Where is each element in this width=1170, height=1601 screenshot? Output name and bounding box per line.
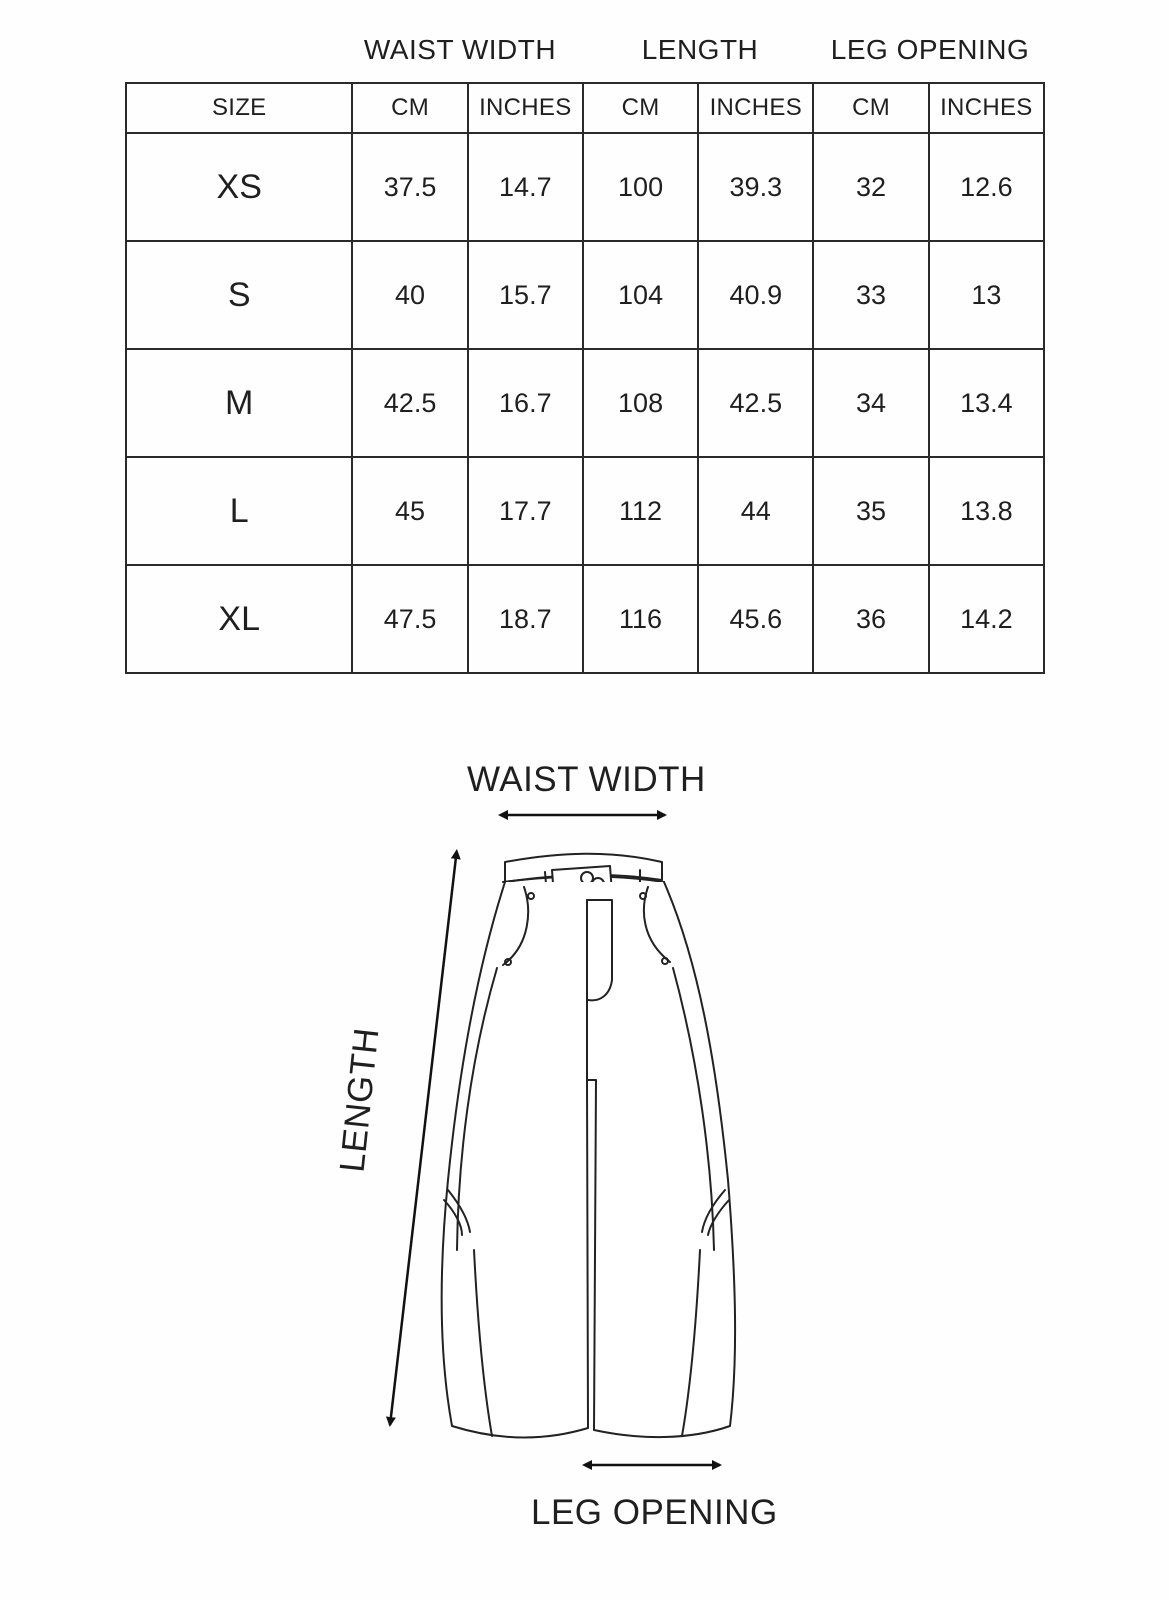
group-header-length: LENGTH	[641, 34, 759, 65]
length-cm-cell: 112	[583, 457, 698, 565]
length-label: LENGTH	[332, 1025, 387, 1175]
length-inches-cell: 42.5	[698, 349, 813, 457]
waist-inches-cell: 16.7	[468, 349, 583, 457]
header-leg-inches: INCHES	[929, 83, 1044, 133]
waist-inches-cell: 17.7	[468, 457, 583, 565]
length-arrow	[390, 857, 456, 1425]
length-inches-cell: 45.6	[698, 565, 813, 673]
table-header-row	[126, 83, 1044, 133]
waist-cm-cell: 37.5	[352, 133, 467, 241]
size-cell: XS	[126, 133, 352, 241]
header-waist-cm: CM	[352, 83, 467, 133]
leg-inches-cell: 13	[929, 241, 1044, 349]
size-chart-table	[125, 82, 1045, 674]
leg-cm-cell: 33	[813, 241, 928, 349]
size-cell: M	[126, 349, 352, 457]
leg-cm-cell: 35	[813, 457, 928, 565]
length-cm-cell: 100	[583, 133, 698, 241]
size-cell: L	[126, 457, 352, 565]
waist-cm-cell: 45	[352, 457, 467, 565]
size-cell: S	[126, 241, 352, 349]
waist-cm-cell: 40	[352, 241, 467, 349]
length-inches-cell: 40.9	[698, 241, 813, 349]
header-length-inches: INCHES	[698, 83, 813, 133]
leg-inches-cell: 13.4	[929, 349, 1044, 457]
waist-width-label: WAIST WIDTH	[467, 760, 706, 799]
leg-cm-cell: 36	[813, 565, 928, 673]
length-inches-cell: 44	[698, 457, 813, 565]
table-row	[126, 133, 1044, 241]
waist-inches-cell: 15.7	[468, 241, 583, 349]
group-header-waist-width: WAIST WIDTH	[363, 34, 557, 65]
leg-cm-cell: 34	[813, 349, 928, 457]
header-length-cm: CM	[583, 83, 698, 133]
length-cm-cell: 116	[583, 565, 698, 673]
length-cm-cell: 104	[583, 241, 698, 349]
table-row	[126, 241, 1044, 349]
table-row	[126, 565, 1044, 673]
header-waist-inches: INCHES	[468, 83, 583, 133]
waist-cm-cell: 42.5	[352, 349, 467, 457]
waist-inches-cell: 14.7	[468, 133, 583, 241]
waist-cm-cell: 47.5	[352, 565, 467, 673]
leg-inches-cell: 14.2	[929, 565, 1044, 673]
length-cm-cell: 108	[583, 349, 698, 457]
table-row	[126, 349, 1044, 457]
header-size: SIZE	[126, 83, 352, 133]
leg-inches-cell: 12.6	[929, 133, 1044, 241]
leg-inches-cell: 13.8	[929, 457, 1044, 565]
leg-opening-label: LEG OPENING	[531, 1493, 778, 1532]
group-header-leg-opening: LEG OPENING	[830, 34, 1030, 65]
waist-inches-cell: 18.7	[468, 565, 583, 673]
leg-cm-cell: 32	[813, 133, 928, 241]
size-cell: XL	[126, 565, 352, 673]
table-row	[126, 457, 1044, 565]
header-leg-cm: CM	[813, 83, 928, 133]
pants-icon	[442, 854, 735, 1438]
length-inches-cell: 39.3	[698, 133, 813, 241]
